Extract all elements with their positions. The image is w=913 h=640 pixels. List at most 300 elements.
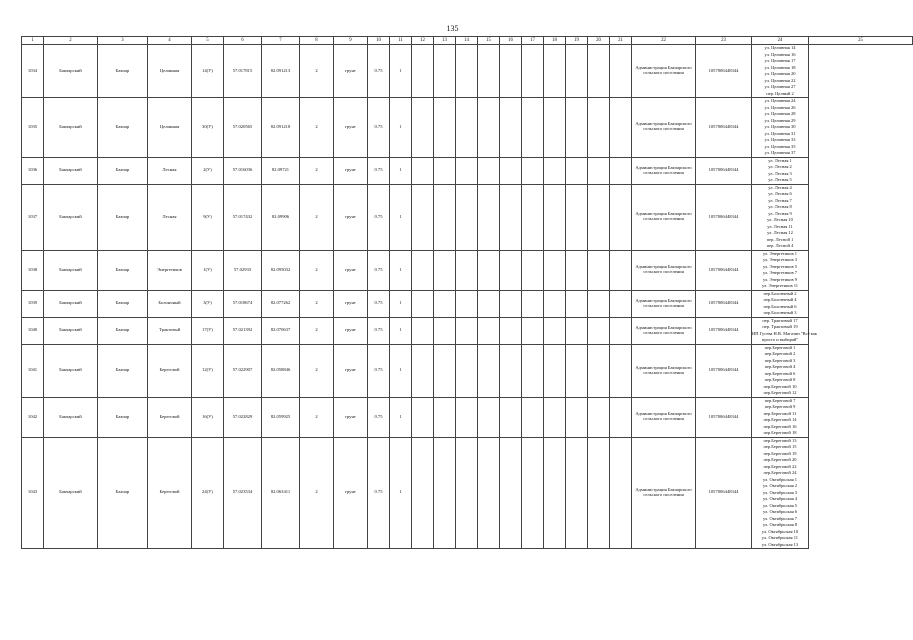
quantity-cell: 1 <box>390 98 412 158</box>
empty-cell <box>500 290 522 317</box>
address-line: пер.Береговой 8 <box>764 377 796 382</box>
count-cell: 2 <box>300 184 334 250</box>
empty-cell <box>588 317 610 344</box>
row-id: 1039 <box>22 290 44 317</box>
column-header: 9 <box>334 37 368 45</box>
empty-cell <box>544 184 566 250</box>
quantity-cell: 1 <box>390 317 412 344</box>
address-line: ул. Целинная 31 <box>764 130 796 136</box>
empty-cell <box>588 397 610 437</box>
address-line: ул. Лесная 6 <box>768 191 792 196</box>
empty-cell <box>522 397 544 437</box>
empty-cell <box>434 317 456 344</box>
served-addresses-cell <box>752 290 809 317</box>
served-addresses-cell <box>752 344 809 397</box>
ogrn-cell: 1057006448344 <box>696 290 752 317</box>
empty-cell <box>566 397 588 437</box>
settlement-cell: Бакчар <box>98 250 148 290</box>
table-row <box>22 317 913 344</box>
longitude-cell: 82.070637 <box>262 317 300 344</box>
empty-cell <box>478 157 500 184</box>
address-line: ул. Октябрьская 6 <box>762 509 798 514</box>
volume-cell: 0.75 <box>368 157 390 184</box>
empty-cell <box>566 437 588 549</box>
owner-cell: Администрация Бакчарского сельского поселения <box>632 344 696 397</box>
empty-cell <box>456 317 478 344</box>
header-row <box>22 37 913 45</box>
address-line: пер.Береговой 16 <box>763 423 797 429</box>
empty-cell <box>566 290 588 317</box>
empty-cell <box>588 250 610 290</box>
district-cell: Бакчарский <box>44 344 98 397</box>
address-line: ул. Целинная 20 <box>764 71 796 76</box>
address-line: пер.Береговой 19 <box>763 450 797 456</box>
street-cell: Целинная <box>148 98 192 158</box>
owner-cell: Администрация Бакчарского сельского поселения <box>632 397 696 437</box>
surface-cell: грунт <box>334 437 368 549</box>
empty-cell <box>500 45 522 98</box>
column-header: 18 <box>544 37 566 45</box>
empty-cell <box>588 290 610 317</box>
column-header: 1 <box>22 37 44 45</box>
address-line: ул. Октябрьская 10 <box>761 528 799 534</box>
district-cell: Бакчарский <box>44 250 98 290</box>
page-number: 135 <box>446 24 459 33</box>
surface-cell: грунт <box>334 157 368 184</box>
owner-cell: Администрация Бакчарского сельского поселения <box>632 45 696 98</box>
empty-cell <box>544 250 566 290</box>
table-row <box>22 184 913 250</box>
surface-cell: грунт <box>334 98 368 158</box>
column-header: 2 <box>44 37 98 45</box>
empty-cell <box>544 344 566 397</box>
address-line: пер.Береговой 2 <box>764 351 796 356</box>
house-cell: 1(У) <box>192 250 224 290</box>
table-row <box>22 157 913 184</box>
address-line: пер. Лесной 4 <box>766 243 794 248</box>
address-line: пер.Береговой 11 <box>763 410 797 416</box>
empty-cell <box>478 344 500 397</box>
address-line: пер.Береговой 6 <box>764 370 796 376</box>
table-row <box>22 290 913 317</box>
empty-cell <box>566 184 588 250</box>
district-cell: Бакчарский <box>44 45 98 98</box>
street-cell: Лесная <box>148 157 192 184</box>
street-cell: Береговой <box>148 397 192 437</box>
address-line: ул. Октябрьская 2 <box>762 483 798 488</box>
column-header: 5 <box>192 37 224 45</box>
latitude-cell: 57.021392 <box>224 317 262 344</box>
empty-cell <box>566 344 588 397</box>
empty-cell <box>478 250 500 290</box>
quantity-cell: 1 <box>390 290 412 317</box>
address-line: пер. Целный 2 <box>766 90 794 96</box>
owner-cell: Администрация Бакчарского сельского поселения <box>632 437 696 549</box>
surface-cell: грунт <box>334 397 368 437</box>
latitude-cell: 57.02933 <box>224 250 262 290</box>
address-line: ул. Октябрьская 4 <box>762 496 798 501</box>
ogrn-cell: 1057006448344 <box>696 157 752 184</box>
empty-cell <box>456 45 478 98</box>
ogrn-cell: 1057006448344 <box>696 397 752 437</box>
served-addresses-cell <box>752 250 809 290</box>
row-id: 1034 <box>22 45 44 98</box>
address-line: ул. Целинная 14 <box>764 45 796 50</box>
ogrn-cell: 1057006448344 <box>696 437 752 549</box>
column-header: 12 <box>412 37 434 45</box>
empty-cell <box>566 98 588 158</box>
quantity-cell: 1 <box>390 437 412 549</box>
empty-cell <box>478 184 500 250</box>
empty-cell <box>610 98 632 158</box>
empty-cell <box>478 290 500 317</box>
address-line: ул. Лесная 3 <box>768 170 792 176</box>
address-line: пер.Береговой 1 <box>764 344 796 350</box>
address-line: ул. Октябрьская 8 <box>762 522 798 527</box>
latitude-cell: 57.020565 <box>224 98 262 158</box>
column-header: 13 <box>434 37 456 45</box>
count-cell: 2 <box>300 157 334 184</box>
empty-cell <box>566 45 588 98</box>
column-header: 22 <box>632 37 696 45</box>
address-line: ул. Лесная 10 <box>767 217 793 222</box>
longitude-cell: 82.063411 <box>262 437 300 549</box>
district-cell: Бакчарский <box>44 184 98 250</box>
address-line: ул. Октябрьская 1 <box>762 476 798 482</box>
empty-cell <box>610 437 632 549</box>
empty-cell <box>566 250 588 290</box>
address-line: пер.Береговой 7 <box>764 397 796 403</box>
house-cell: 14(У) <box>192 45 224 98</box>
empty-cell <box>500 157 522 184</box>
empty-cell <box>522 157 544 184</box>
address-line: пер. Трактовый 19 <box>762 324 798 329</box>
column-header: 6 <box>224 37 262 45</box>
settlement-cell: Бакчар <box>98 437 148 549</box>
empty-cell <box>522 184 544 250</box>
longitude-cell: 82.091213 <box>262 45 300 98</box>
latitude-cell: 57.022907 <box>224 344 262 397</box>
street-cell: Береговой <box>148 344 192 397</box>
empty-cell <box>412 157 434 184</box>
row-id: 1040 <box>22 317 44 344</box>
empty-cell <box>412 437 434 549</box>
address-line: ул. Целинная 18 <box>764 64 796 70</box>
empty-cell <box>434 45 456 98</box>
empty-cell <box>610 184 632 250</box>
owner-cell: Администрация Бакчарского сельского поселения <box>632 157 696 184</box>
served-addresses-cell <box>752 397 809 437</box>
empty-cell <box>610 397 632 437</box>
empty-cell <box>412 250 434 290</box>
house-cell: 17(У) <box>192 317 224 344</box>
empty-cell <box>412 184 434 250</box>
volume-cell: 0.75 <box>368 184 390 250</box>
settlement-cell: Бакчар <box>98 290 148 317</box>
row-id: 1043 <box>22 437 44 549</box>
district-cell: Бакчарский <box>44 397 98 437</box>
longitude-cell: 82.09721 <box>262 157 300 184</box>
empty-cell <box>566 157 588 184</box>
empty-cell <box>500 317 522 344</box>
address-line: ул. Октябрьская 3 <box>762 489 798 495</box>
volume-cell: 0.75 <box>368 45 390 98</box>
address-line: пер.Береговой 22 <box>763 463 797 469</box>
column-header: 19 <box>566 37 588 45</box>
address-line: ул. Энергетиков 9 <box>762 276 798 282</box>
settlement-cell: Бакчар <box>98 397 148 437</box>
empty-cell <box>588 98 610 158</box>
volume-cell: 0.75 <box>368 250 390 290</box>
address-line: пер.Береговой 24 <box>763 470 797 475</box>
district-cell: Бакчарский <box>44 157 98 184</box>
empty-cell <box>610 317 632 344</box>
empty-cell <box>478 317 500 344</box>
empty-cell <box>500 397 522 437</box>
owner-cell: Администрация Бакчарского сельского поселения <box>632 98 696 158</box>
address-line: ул. Лесная 11 <box>767 223 793 229</box>
register-table <box>21 36 913 549</box>
column-header: 16 <box>500 37 522 45</box>
address-line: ул. Октябрьская 5 <box>762 502 798 508</box>
table-row <box>22 250 913 290</box>
address-line: ул. Энергетиков 11 <box>761 283 799 288</box>
row-id: 1042 <box>22 397 44 437</box>
quantity-cell: 1 <box>390 397 412 437</box>
district-cell: Бакчарский <box>44 317 98 344</box>
empty-cell <box>434 184 456 250</box>
latitude-cell: 57.023534 <box>224 437 262 549</box>
ogrn-cell: 1057006448344 <box>696 184 752 250</box>
count-cell: 2 <box>300 397 334 437</box>
longitude-cell: 82.09906 <box>262 184 300 250</box>
row-id: 1037 <box>22 184 44 250</box>
empty-cell <box>434 250 456 290</box>
served-addresses-cell <box>752 157 809 184</box>
address-line: пер. Трактовый 17 <box>762 317 798 323</box>
empty-cell <box>610 344 632 397</box>
empty-cell <box>412 98 434 158</box>
address-line: ИП Гусева Н.В. Магазин "Всё как <box>752 330 817 336</box>
address-line: пер.Болончный 2 <box>763 290 797 296</box>
ogrn-cell: 1057006448344 <box>696 250 752 290</box>
empty-cell <box>522 45 544 98</box>
empty-cell <box>544 317 566 344</box>
address-line: ул. Энергетиков 3 <box>762 257 798 262</box>
address-line: ул. Октябрьская 13 <box>761 541 799 547</box>
row-id: 1038 <box>22 250 44 290</box>
count-cell: 2 <box>300 437 334 549</box>
surface-cell: грунт <box>334 250 368 290</box>
table-row <box>22 98 913 158</box>
house-cell: 2(У) <box>192 157 224 184</box>
empty-cell <box>522 344 544 397</box>
address-line: ул. Энергетиков 5 <box>762 263 798 269</box>
settlement-cell: Бакчар <box>98 317 148 344</box>
volume-cell: 0.75 <box>368 344 390 397</box>
served-addresses-cell <box>752 317 817 344</box>
longitude-cell: 82.058846 <box>262 344 300 397</box>
empty-cell <box>478 437 500 549</box>
address-line: ул. Лесная 2 <box>768 164 792 169</box>
empty-cell <box>478 98 500 158</box>
address-line: ул. Целинная 33 <box>764 137 796 142</box>
address-line: пер.Береговой 4 <box>764 364 796 369</box>
address-line: пер.Береговой 15 <box>763 444 797 449</box>
surface-cell: грунт <box>334 317 368 344</box>
empty-cell <box>412 317 434 344</box>
ogrn-cell: 1057006448344 <box>696 344 752 397</box>
address-line: пер.Болончный 6 <box>763 303 797 309</box>
empty-cell <box>610 157 632 184</box>
volume-cell: 0.75 <box>368 437 390 549</box>
empty-cell <box>456 184 478 250</box>
count-cell: 2 <box>300 250 334 290</box>
street-cell: Энергетиков <box>148 250 192 290</box>
empty-cell <box>500 344 522 397</box>
address-line: пер.Береговой 13 <box>763 437 797 443</box>
quantity-cell: 1 <box>390 344 412 397</box>
column-header: 8 <box>300 37 334 45</box>
empty-cell <box>610 45 632 98</box>
address-line: пер. Лесной 1 <box>766 236 794 242</box>
latitude-cell: 57.016036 <box>224 157 262 184</box>
address-line: просто и выбирай" <box>761 337 799 342</box>
column-header: 24 <box>752 37 809 45</box>
street-cell: Болончный <box>148 290 192 317</box>
address-line: ул. Целинная 27 <box>764 84 796 89</box>
empty-cell <box>544 397 566 437</box>
house-cell: 24(У) <box>192 437 224 549</box>
empty-cell <box>434 290 456 317</box>
house-cell: 16(У) <box>192 397 224 437</box>
address-line: пер.Береговой 3 <box>764 357 796 363</box>
volume-cell: 0.75 <box>368 397 390 437</box>
address-line: ул. Лесная 4 <box>768 184 792 190</box>
address-line: пер.Береговой 12 <box>763 390 797 395</box>
empty-cell <box>412 45 434 98</box>
served-addresses-cell <box>752 437 809 549</box>
empty-cell <box>522 98 544 158</box>
volume-cell: 0.75 <box>368 317 390 344</box>
house-cell: 30(У) <box>192 98 224 158</box>
latitude-cell: 57.022829 <box>224 397 262 437</box>
empty-cell <box>610 290 632 317</box>
settlement-cell: Бакчар <box>98 98 148 158</box>
address-line: пер.Береговой 20 <box>763 457 797 462</box>
empty-cell <box>500 184 522 250</box>
address-line: ул. Целинная 29 <box>764 117 796 123</box>
count-cell: 2 <box>300 344 334 397</box>
address-line: ул. Лесная 9 <box>768 210 792 216</box>
address-line: пер.Береговой 10 <box>763 383 797 389</box>
quantity-cell: 1 <box>390 157 412 184</box>
empty-cell <box>522 437 544 549</box>
quantity-cell: 1 <box>390 250 412 290</box>
column-header: 10 <box>368 37 390 45</box>
empty-cell <box>456 290 478 317</box>
served-addresses-cell <box>752 98 809 158</box>
table-row <box>22 397 913 437</box>
empty-cell <box>478 397 500 437</box>
empty-cell <box>500 98 522 158</box>
empty-cell <box>522 250 544 290</box>
address-line: ул. Целинная 17 <box>764 58 796 63</box>
column-header: 15 <box>478 37 500 45</box>
column-header: 3 <box>98 37 148 45</box>
address-line: ул. Октябрьская 11 <box>761 535 799 540</box>
count-cell: 2 <box>300 317 334 344</box>
house-cell: 3(У) <box>192 290 224 317</box>
owner-cell: Администрация Бакчарского сельского поселения <box>632 317 696 344</box>
column-header: 7 <box>262 37 300 45</box>
latitude-cell: 57.017815 <box>224 45 262 98</box>
settlement-cell: Бакчар <box>98 184 148 250</box>
district-cell: Бакчарский <box>44 437 98 549</box>
column-header: 4 <box>148 37 192 45</box>
address-line: ул. Лесная 12 <box>767 230 793 235</box>
column-header: 17 <box>522 37 544 45</box>
ogrn-cell: 1057006448344 <box>696 98 752 158</box>
address-line: ул. Целинная 24 <box>764 98 796 103</box>
count-cell: 2 <box>300 45 334 98</box>
empty-cell <box>544 290 566 317</box>
latitude-cell: 57.018674 <box>224 290 262 317</box>
column-header: 11 <box>390 37 412 45</box>
latitude-cell: 57.017432 <box>224 184 262 250</box>
address-line: ул. Целинная 26 <box>764 104 796 110</box>
empty-cell <box>456 344 478 397</box>
empty-cell <box>456 98 478 158</box>
empty-cell <box>522 290 544 317</box>
empty-cell <box>456 250 478 290</box>
volume-cell: 0.75 <box>368 290 390 317</box>
street-cell: Береговой <box>148 437 192 549</box>
empty-cell <box>588 344 610 397</box>
count-cell: 2 <box>300 98 334 158</box>
empty-cell <box>588 45 610 98</box>
address-line: ул. Октябрьская 7 <box>762 515 798 521</box>
house-cell: 9(У) <box>192 184 224 250</box>
address-line: ул. Лесная 1 <box>768 157 792 163</box>
row-id: 1035 <box>22 98 44 158</box>
empty-cell <box>434 397 456 437</box>
address-line: ул. Целинная 35 <box>764 143 796 149</box>
empty-cell <box>434 157 456 184</box>
column-header: 20 <box>588 37 610 45</box>
empty-cell <box>544 98 566 158</box>
row-id: 1041 <box>22 344 44 397</box>
house-cell: 12(У) <box>192 344 224 397</box>
empty-cell <box>588 157 610 184</box>
empty-cell <box>588 184 610 250</box>
address-line: ул. Целинная 30 <box>764 124 796 129</box>
owner-cell: Администрация Бакчарского сельского поселения <box>632 184 696 250</box>
address-line: ул. Целинная 22 <box>764 77 796 83</box>
surface-cell: грунт <box>334 45 368 98</box>
column-header: 25 <box>809 37 913 45</box>
column-header: 21 <box>610 37 632 45</box>
surface-cell: грунт <box>334 290 368 317</box>
longitude-cell: 82.091218 <box>262 98 300 158</box>
address-line: ул. Энергетиков 1 <box>762 250 798 256</box>
empty-cell <box>500 250 522 290</box>
column-header: 23 <box>696 37 752 45</box>
address-line: ул. Целинная 37 <box>764 150 796 155</box>
column-header: 14 <box>456 37 478 45</box>
street-cell: Лесная <box>148 184 192 250</box>
address-line: ул. Целинная 28 <box>764 111 796 116</box>
